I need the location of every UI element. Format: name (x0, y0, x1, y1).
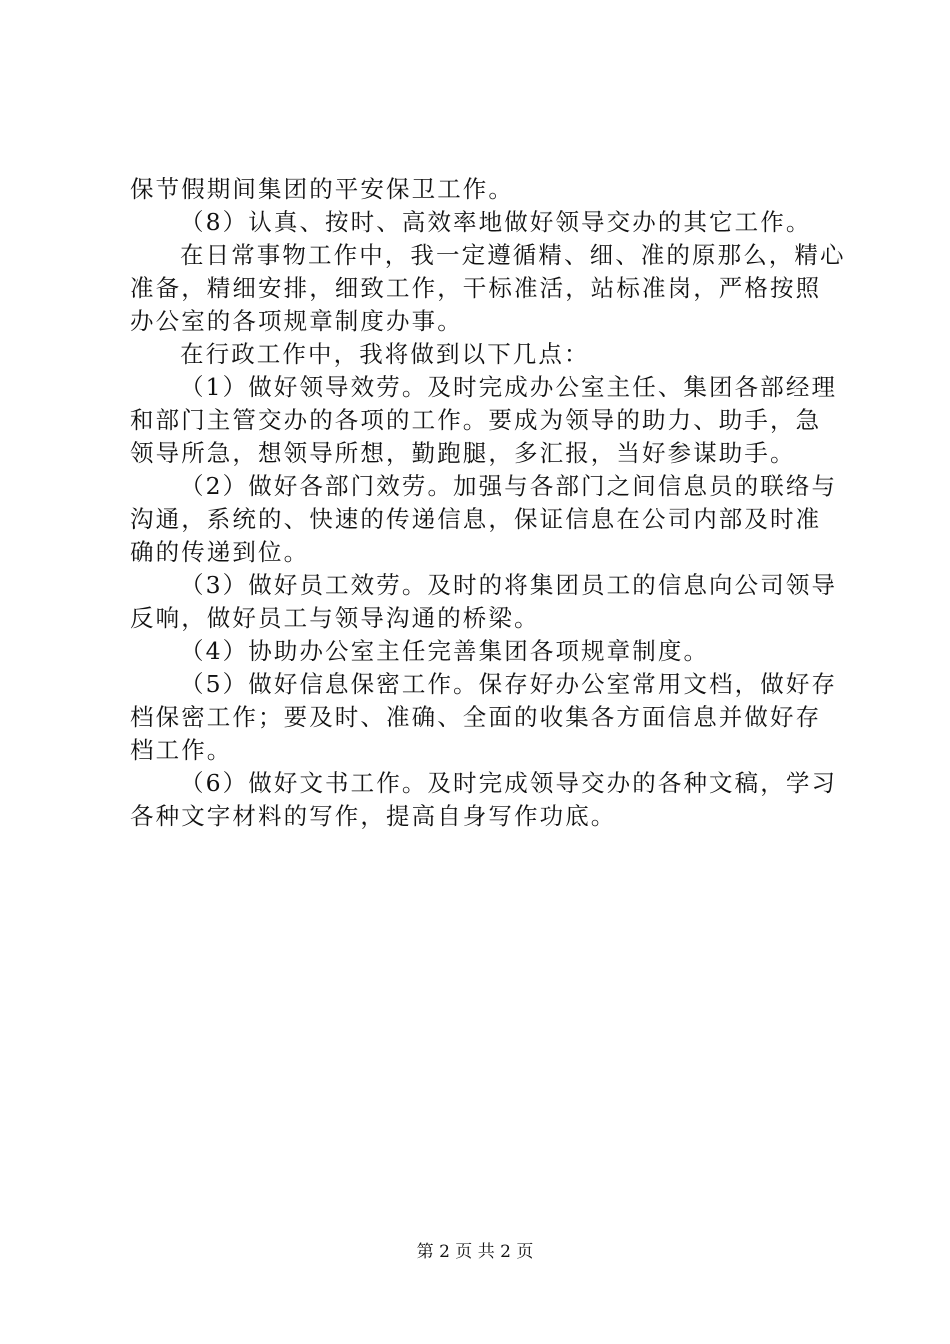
text-line-14: 反响，做好员工与领导沟通的桥梁。 (130, 604, 540, 632)
text-line-15: （4）协助办公室主任完善集团各项规章制度。 (180, 637, 710, 665)
text-line-17: 档保密工作；要及时、准确、全面的收集各方面信息并做好存 (130, 703, 822, 731)
text-line-20: 各种文字材料的写作，提高自身写作功底。 (130, 802, 617, 830)
text-line-10: （2）做好各部门效劳。加强与各部门之间信息员的联络与 (180, 472, 838, 500)
text-line-11: 沟通，系统的、快速的传递信息，保证信息在公司内部及时准 (130, 505, 822, 533)
text-line-8: 和部门主管交办的各项的工作。要成为领导的助力、助手，急 (130, 406, 822, 434)
text-line-18: 档工作。 (130, 736, 233, 764)
text-line-5: 办公室的各项规章制度办事。 (130, 307, 463, 335)
text-line-6: 在行政工作中，我将做到以下几点： (180, 340, 590, 368)
text-line-1: 保节假期间集团的平安保卫工作。 (130, 175, 514, 203)
text-line-7: （1）做好领导效劳。及时完成办公室主任、集团各部经理 (180, 373, 838, 401)
text-line-3: 在日常事物工作中，我一定遵循精、细、准的原那么，精心 (180, 241, 846, 269)
text-line-2: （8）认真、按时、高效率地做好领导交办的其它工作。 (180, 208, 812, 236)
text-line-13: （3）做好员工效劳。及时的将集团员工的信息向公司领导 (180, 571, 838, 599)
text-line-12: 确的传递到位。 (130, 538, 310, 566)
text-line-19: （6）做好文书工作。及时完成领导交办的各种文稿，学习 (180, 769, 838, 797)
text-line-9: 领导所急，想领导所想，勤跑腿，多汇报，当好参谋助手。 (130, 439, 796, 467)
text-line-4: 准备，精细安排，细致工作，干标准活，站标准岗，严格按照 (130, 274, 822, 302)
page-number-footer: 第 2 页 共 2 页 (416, 1242, 534, 1262)
document-body (130, 173, 846, 833)
text-line-16: （5）做好信息保密工作。保存好办公室常用文档，做好存 (180, 670, 838, 698)
